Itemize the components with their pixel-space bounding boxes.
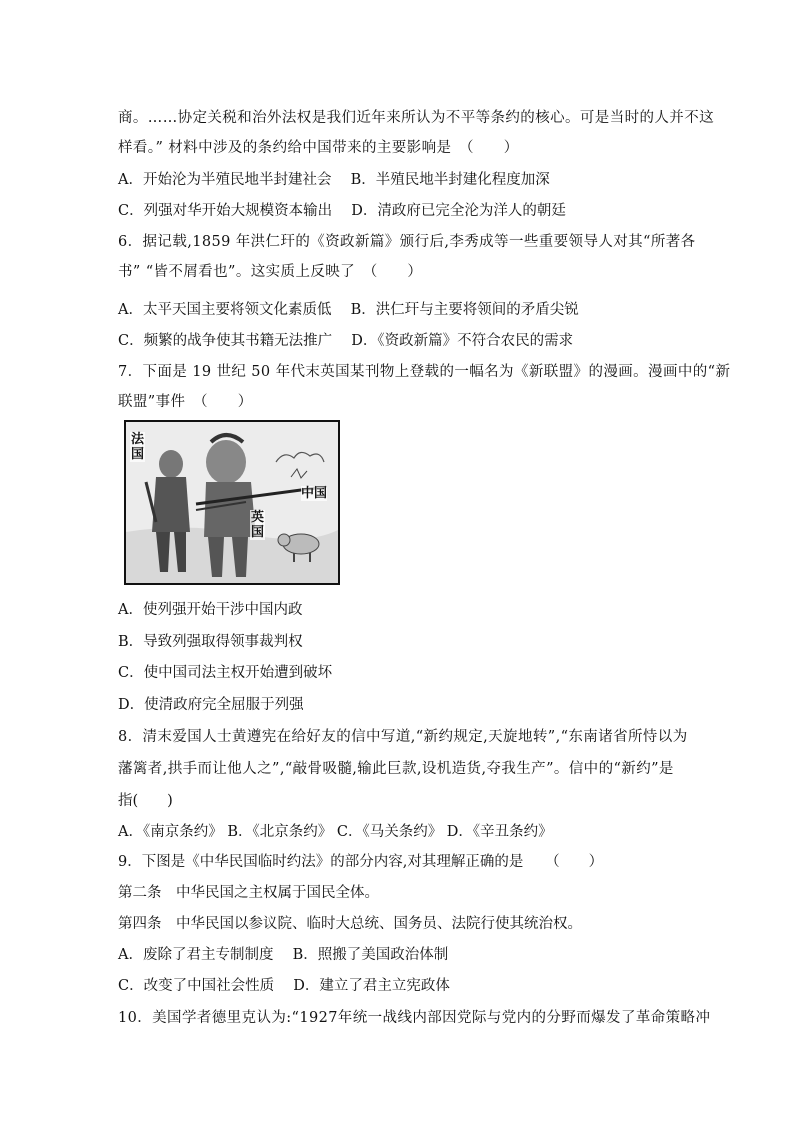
question-7-option-d: D．使清政府完全屈服于列强 xyxy=(118,697,304,713)
question-8-options: A．《南京条约》 B．《北京条约》 C．《马关条约》 D．《辛丑条约》 xyxy=(118,824,553,840)
question-6-stem-line-1: 6．据记载,1859 年洪仁玕的《资政新篇》颁行后,李秀成等一些重要领导人对其“所著各 xyxy=(118,234,696,250)
question-7-stem-line-2: 联盟”事件 （ ） xyxy=(118,394,253,410)
new-alliance-cartoon xyxy=(124,420,340,585)
question-7-option-b: B．导致列强取得领事裁判权 xyxy=(118,634,303,650)
question-5-options-cd: C．列强对华开始大规模资本输出 D．清政府已完全沦为洋人的朝廷 xyxy=(118,203,566,219)
question-5-stem-line-2: 样看。” 材料中涉及的条约给中国带来的主要影响是 （ ） xyxy=(118,140,519,156)
question-9-article-4: 第四条 中华民国以参议院、临时大总统、国务员、法院行使其统治权。 xyxy=(118,916,582,932)
cartoon-label-france: 法国 xyxy=(130,432,144,462)
cartoon-label-china: 中国 xyxy=(301,486,328,501)
question-10-stem-line-1: 10．美国学者德里克认为:“1927年统一战线内部因党际与党内的分野而爆发了革命策略冲 xyxy=(118,1010,711,1026)
question-8-stem-line-3: 指( ) xyxy=(118,793,173,809)
question-9-stem: 9．下图是《中华民国临时约法》的部分内容,对其理解正确的是 （ ） xyxy=(118,854,604,870)
question-6-stem-line-2: 书” “皆不屑看也”。这实质上反映了 （ ） xyxy=(118,264,423,280)
cartoon-label-britain: 英国 xyxy=(250,510,264,540)
question-9-options-cd: C．改变了中国社会性质 D．建立了君主立宪政体 xyxy=(118,978,450,994)
cartoon-drawing xyxy=(126,422,338,583)
question-8-stem-line-2: 藩篱者,拱手而让他人之”,“敲骨吸髓,输此巨款,设机造货,夺我生产”。信中的“新约”是 xyxy=(118,761,674,777)
question-6-options-ab: A．太平天国主要将领文化素质低 B．洪仁玕与主要将领间的矛盾尖锐 xyxy=(118,302,579,318)
question-7-option-c: C．使中国司法主权开始遭到破坏 xyxy=(118,665,333,681)
question-8-stem-line-1: 8．清末爱国人士黄遵宪在给好友的信中写道,“新约规定,天旋地转”,“东南诸省所恃以为 xyxy=(118,729,688,745)
question-5-stem-line-1: 商。……协定关税和治外法权是我们近年来所认为不平等条约的核心。可是当时的人并不这 xyxy=(118,110,714,126)
question-7-option-a: A．使列强开始干涉中国内政 xyxy=(118,602,303,618)
question-9-options-ab: A．废除了君主专制制度 B．照搬了美国政治体制 xyxy=(118,947,449,963)
question-6-options-cd: C．频繁的战争使其书籍无法推广 D．《资政新篇》不符合农民的需求 xyxy=(118,333,574,349)
question-9-article-2: 第二条 中华民国之主权属于国民全体。 xyxy=(118,885,379,901)
question-5-options-ab: A．开始沦为半殖民地半封建社会 B．半殖民地半封建化程度加深 xyxy=(118,172,550,188)
question-7-stem-line-1: 7．下面是 19 世纪 50 年代末英国某刊物上登载的一幅名为《新联盟》的漫画。漫画中的“新 xyxy=(118,364,731,380)
